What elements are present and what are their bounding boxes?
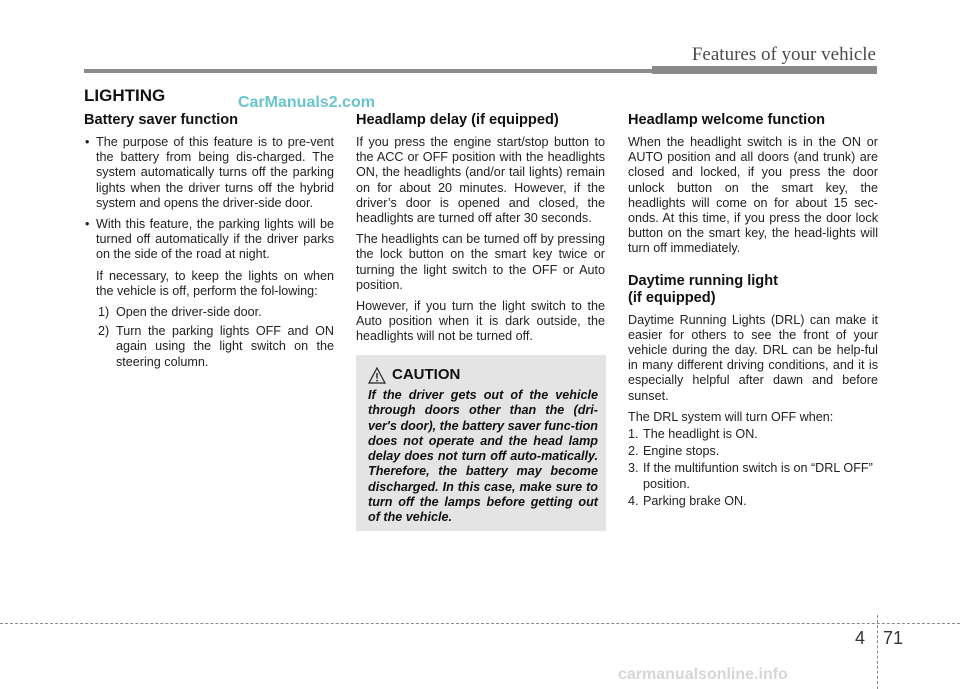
step-item (84, 324, 334, 370)
drl-list-item (628, 427, 878, 442)
list-number: 1. (628, 427, 639, 442)
page-number-divider (877, 615, 878, 689)
welcome-heading: Headlamp welcome function (628, 112, 826, 128)
welcome-paragraph: When the headlight switch is in the ON or AUTO position and all doors (and trunk) are closed and locked, if you press the door unlock button on the smart key, the headlights will come on for about 15 sec-onds. At this time, if you press the door lock button on the smart key, the head-lights will turn off immediately. (628, 135, 878, 256)
step-number: 1) (98, 305, 110, 320)
list-number: 4. (628, 493, 639, 508)
list-number: 3. (628, 461, 639, 476)
bullet-dot: • (85, 135, 90, 149)
running-header-title: Features of your vehicle (691, 44, 876, 65)
bullet-text: The purpose of this feature is to pre-vent the battery from being dis-charged. The system automatically turns off the parking lights when the driver turns off the hybrid system and opens the driver-side door. (96, 135, 334, 210)
headlamp-delay-paragraph: If you press the engine start/stop button to the ACC or OFF position with the headlights ON, the headlights (and/or tail lights) remain on for about 20 minutes. However, if the driver’s door is opened and closed, the headlights are turned off after 30 seconds. (356, 135, 605, 226)
bullet-dot: • (85, 217, 90, 232)
drl-heading-line1: Daytime running light (628, 272, 778, 289)
footer-watermark: carmanualsonline.info (618, 666, 788, 683)
warning-triangle-icon (368, 367, 386, 384)
column-headlamp-delay (356, 112, 605, 351)
caution-title: CAUTION (392, 366, 461, 383)
step-number: 2) (98, 324, 110, 339)
drl-paragraph: The DRL system will turn OFF when: (628, 409, 834, 424)
page-number: 71 (883, 628, 904, 648)
drl-list-item (628, 444, 878, 459)
bullet-item (84, 135, 334, 211)
footer-dashed-rule (0, 623, 960, 624)
headlamp-delay-heading: Headlamp delay (if equipped) (356, 112, 559, 128)
battery-saver-heading: Battery saver function (84, 112, 239, 128)
list-text: Parking brake ON. (643, 493, 747, 508)
drl-list-item (628, 494, 878, 509)
bullet-item (84, 217, 334, 263)
watermark: CarManuals2.com (238, 94, 375, 111)
drl-list-item (628, 461, 878, 491)
drl-paragraph: Daytime Running Lights (DRL) can make it easier for others to see the front of your vehicle during the day. DRL can be help-ful in many different driving conditions, and it is especially helpful after dawn and before sunset. (628, 312, 878, 403)
chapter-number: 4 (855, 628, 866, 648)
headlamp-delay-paragraph: The headlights can be turned off by pressing the lock button on the smart key twice or turning the light switch to the OFF or Auto position. (356, 232, 605, 292)
list-text: Engine stops. (643, 444, 720, 459)
section-title: LIGHTING (84, 86, 166, 105)
step-text: Turn the parking lights OFF and ON again using the light switch on the steering column. (116, 324, 334, 369)
list-number: 2. (628, 444, 639, 459)
caution-box (356, 355, 606, 531)
step-text: Open the driver-side door. (116, 305, 262, 320)
headlamp-delay-paragraph: However, if you turn the light switch to the Auto position when it is dark outside, the headlights will not be turned off. (356, 299, 605, 344)
bullet-text: With this feature, the parking lights will be turned off automatically if the driver parks on the side of the road at night. (96, 217, 334, 262)
battery-saver-paragraph: If necessary, to keep the lights on when the vehicle is off, perform the fol-lowing: (96, 268, 334, 298)
list-text: If the multifuntion switch is on “DRL OFF” position. (643, 461, 873, 491)
caution-text: If the driver gets out of the vehicle through doors other than the (dri-ver's door), the battery saver func-tion does not operate and the head lamp delay does not turn off auto-matically. Therefore, the battery may become discharged. In this case, make sure to turn off the lamps before getting out of the vehicle. (368, 388, 598, 525)
list-text: The headlight is ON. (643, 427, 758, 442)
column-battery-saver (84, 112, 334, 374)
column-welcome-drl (628, 112, 878, 511)
drl-heading (628, 273, 878, 307)
drl-heading-line2: (if equipped) (628, 289, 716, 306)
step-item (84, 305, 334, 320)
header-rule (84, 69, 652, 73)
header-rule-tab (652, 66, 877, 74)
